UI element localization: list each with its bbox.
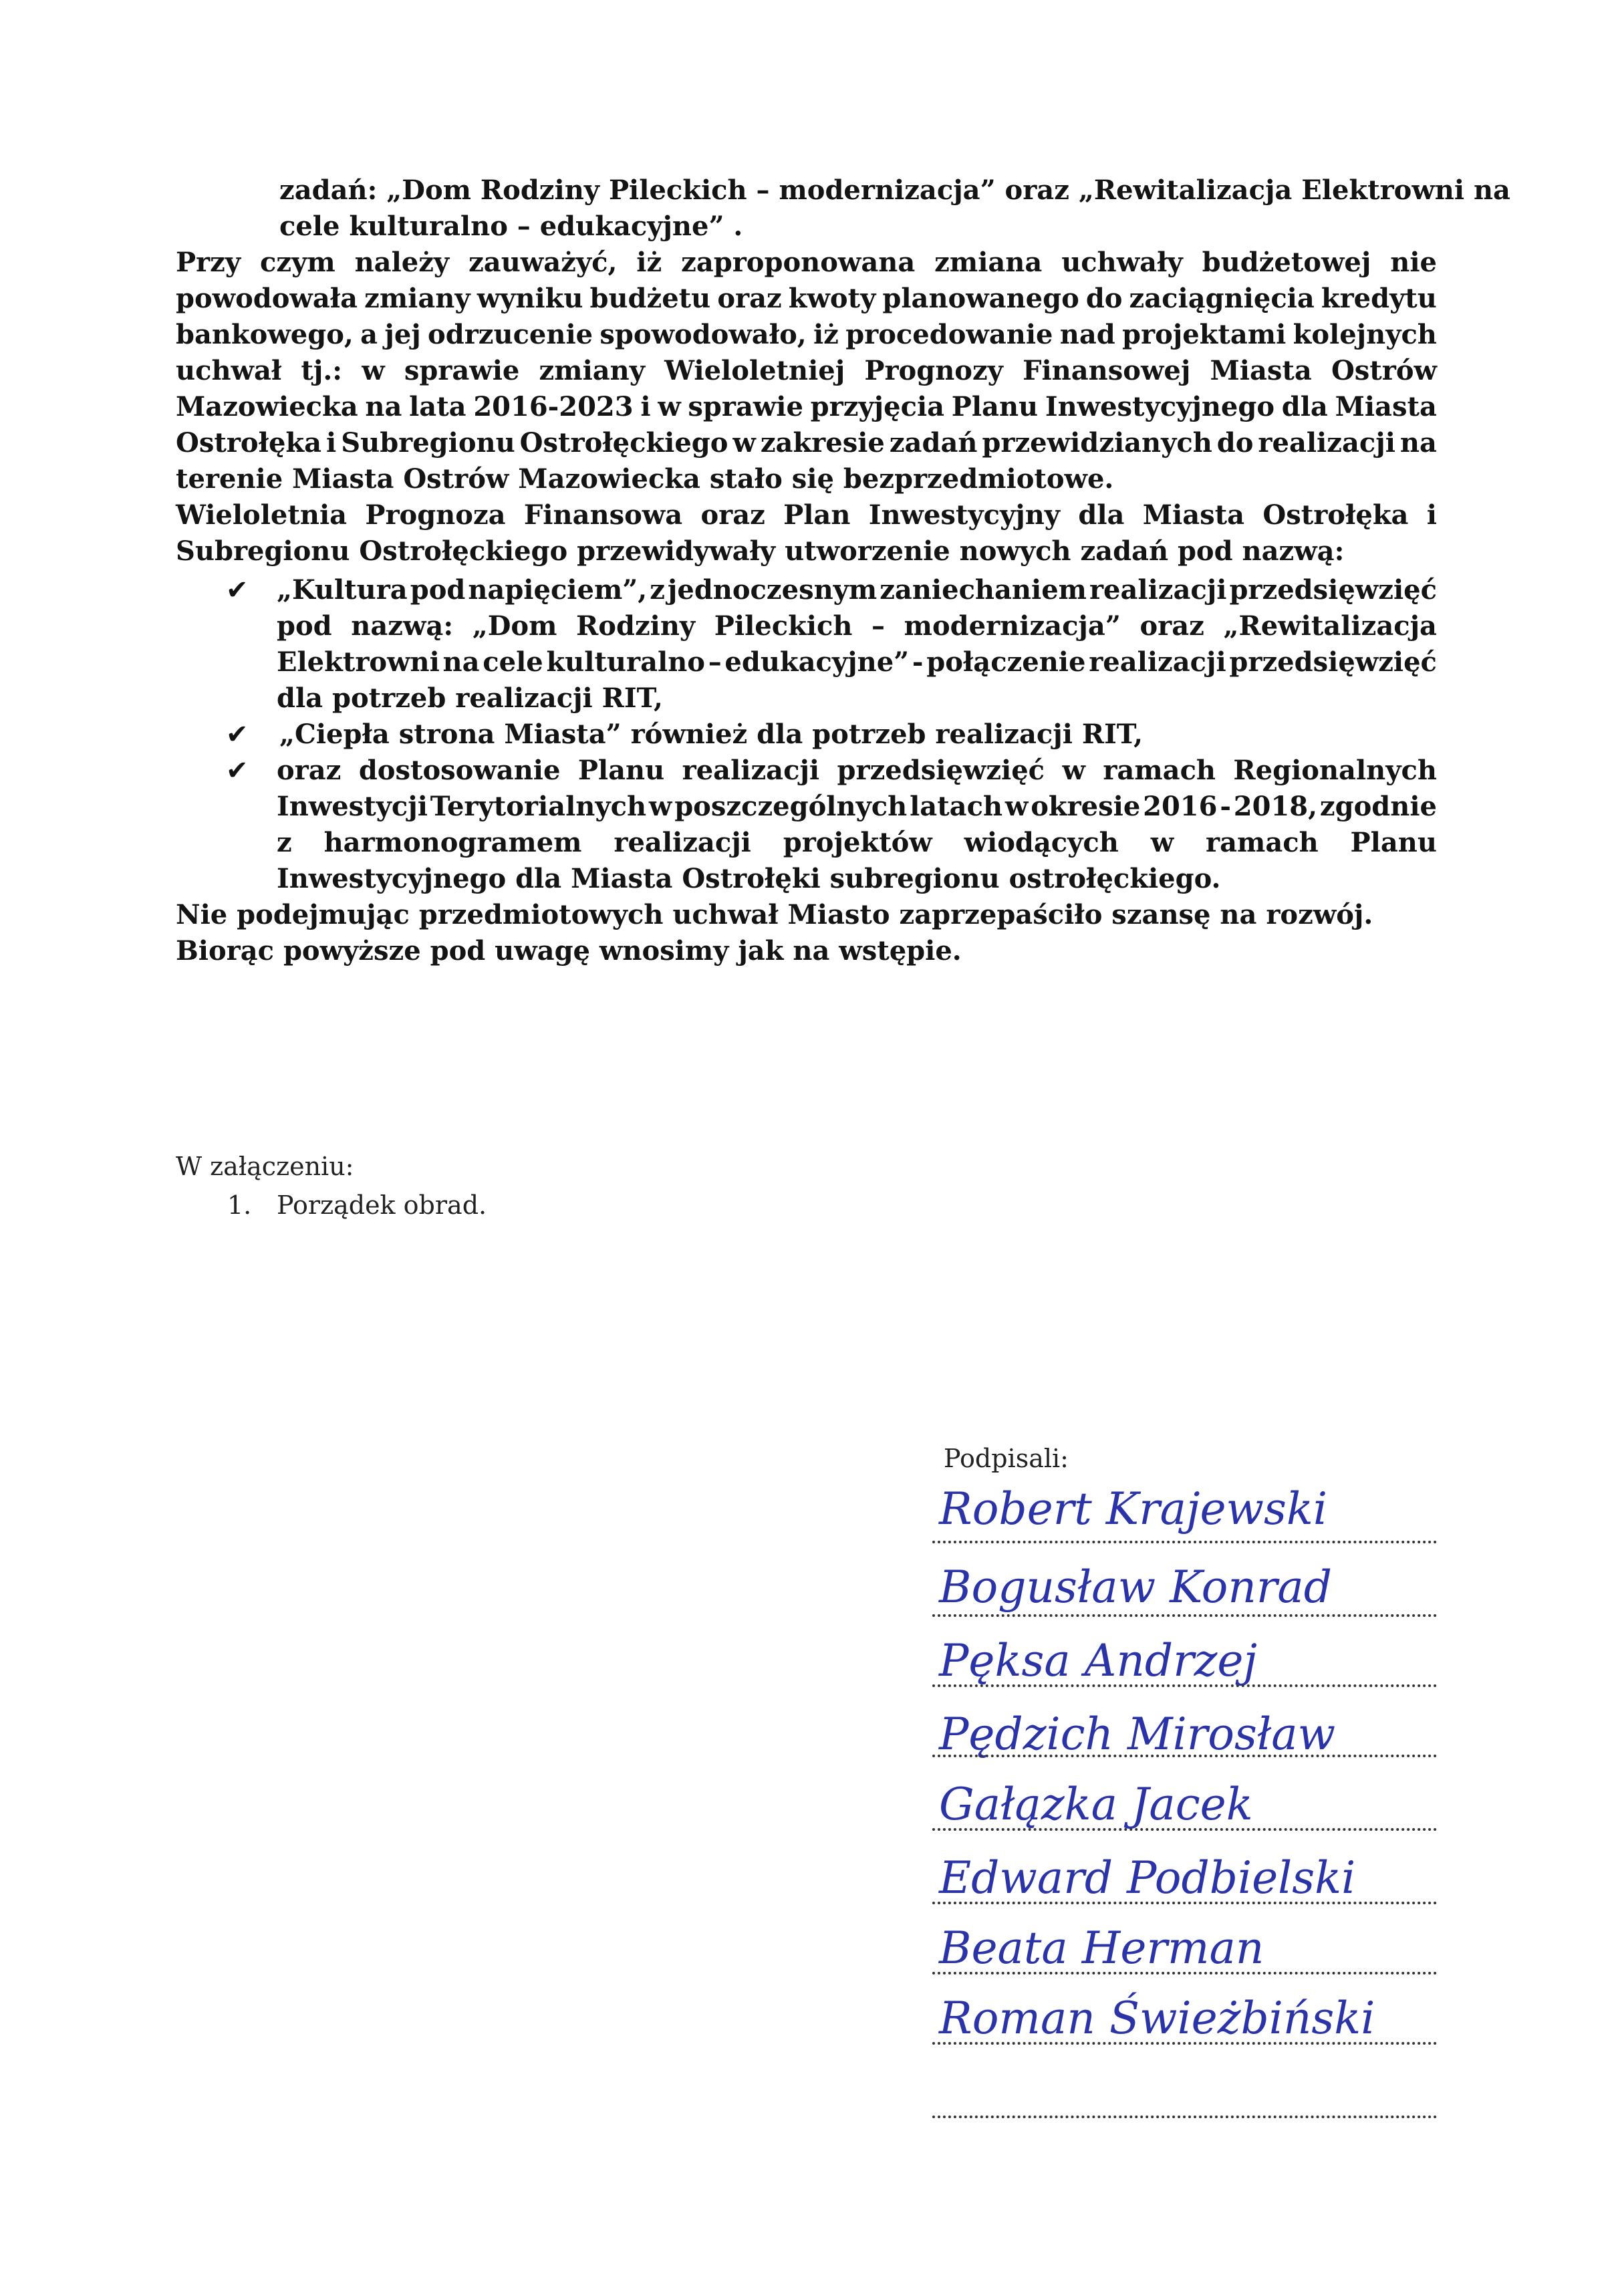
word: uchwały: [1061, 247, 1183, 278]
word: wiodących: [964, 827, 1119, 858]
word: pod: [410, 574, 466, 606]
checkmark-icon: ✔: [226, 575, 249, 606]
word: 2016: [1143, 791, 1218, 822]
word: z: [650, 574, 665, 606]
word: budżetu: [589, 283, 711, 314]
word: i: [1426, 499, 1437, 531]
word: realizacji: [1089, 574, 1227, 606]
word: oraz: [717, 283, 782, 314]
bullet3-line1: [277, 753, 1437, 789]
word: okresie: [1031, 791, 1141, 822]
word: powodowała: [176, 283, 358, 314]
word: w: [1062, 755, 1085, 786]
word: zgodnie: [1319, 791, 1437, 822]
signature-line: [932, 1541, 1437, 1543]
signature: Pędzich Mirosław: [939, 1708, 1336, 1760]
paragraph2-line5: [176, 389, 1437, 425]
word: Plan: [783, 499, 851, 531]
word: Ostrołęka: [1262, 499, 1409, 531]
word: przyjęcia: [810, 391, 945, 422]
paragraph2-line7: terenie Miasta Ostrów Mazowiecka stało się bezprzedmiotowe.: [176, 463, 1114, 495]
word: oraz: [1139, 610, 1204, 642]
word: oraz: [700, 499, 765, 531]
word: Planu: [577, 755, 665, 786]
paragraph1-line2: cele kulturalno – edukacyjne” .: [279, 211, 743, 242]
word: Inwestycji: [277, 791, 428, 822]
bullet3-line2: [277, 789, 1437, 825]
attachment-item: Porządek obrad.: [277, 1190, 487, 1220]
word: Prognoza: [365, 499, 506, 531]
word: w: [658, 391, 681, 422]
word: i: [640, 391, 651, 422]
word: Finansowej: [1023, 355, 1191, 386]
word: ramach: [1206, 827, 1319, 858]
word: czym: [260, 247, 336, 278]
word: zakresie: [760, 427, 885, 459]
word: Inwestycyjny: [868, 499, 1061, 531]
signature-line: [932, 1972, 1437, 1974]
signature: Robert Krajewski: [939, 1483, 1327, 1535]
word: w: [732, 427, 756, 459]
paragraph2-line2: [176, 281, 1437, 317]
paragraph1-line1: zadań: „Dom Rodziny Pileckich – modernizacja” oraz „Rewitalizacja Elektrowni na: [279, 174, 1510, 206]
word: Planu: [951, 391, 1039, 422]
signature: Pęksa Andrzej: [939, 1635, 1257, 1686]
paragraph2-line1: [176, 245, 1437, 281]
word: projektów: [783, 827, 932, 858]
word: w: [1004, 791, 1029, 822]
word: Miasta: [1210, 355, 1312, 386]
word: 2018,: [1233, 791, 1318, 822]
word: zmiany: [539, 355, 646, 386]
word: spowodowało,: [599, 319, 807, 350]
signature-line-empty: [932, 2116, 1437, 2118]
word: „Kultura: [277, 574, 408, 606]
word: poszczególnych: [674, 791, 908, 822]
word: Subregionu: [341, 427, 515, 459]
attachments-label: W załączeniu:: [176, 1152, 354, 1181]
word: realizacji: [614, 827, 751, 858]
bullet3-line3: [277, 825, 1437, 861]
word: wyniku: [477, 283, 583, 314]
word: nad: [1059, 319, 1115, 350]
word: przewidzianych: [982, 427, 1212, 459]
word: Ostrów: [1331, 355, 1437, 386]
word: uchwał: [176, 355, 282, 386]
word: –: [871, 610, 886, 642]
word: Terytorialnych: [430, 791, 647, 822]
word: z: [277, 827, 292, 858]
word: jednoczesnym: [667, 574, 878, 606]
word: należy: [354, 247, 450, 278]
word: projektami: [1122, 319, 1287, 350]
word: Prognozy: [864, 355, 1003, 386]
checkmark-icon: ✔: [226, 755, 249, 786]
word: przedsięwzięć: [1229, 574, 1437, 606]
word: budżetowej: [1202, 247, 1371, 278]
word: 2016-2023: [473, 391, 634, 422]
word: i: [326, 427, 337, 459]
word: realizacji: [1089, 646, 1226, 678]
word: Wieloletniej: [664, 355, 845, 386]
word: latach: [910, 791, 1003, 822]
word: Planu: [1350, 827, 1437, 858]
signature: Gałązka Jacek: [939, 1779, 1253, 1830]
word: iż: [636, 247, 662, 278]
word: iż: [813, 319, 839, 350]
word: Rodziny: [576, 610, 696, 642]
word: dostosowanie: [358, 755, 561, 786]
word: zmiany: [364, 283, 471, 314]
word: realizacji: [1258, 427, 1395, 459]
word: na: [442, 646, 480, 678]
signature-line: [932, 1902, 1437, 1904]
signature-line: [932, 1755, 1437, 1757]
word: zauważyć,: [468, 247, 618, 278]
signature-line: [932, 1614, 1437, 1617]
signature-line: [932, 1828, 1437, 1831]
word: „Dom: [472, 610, 557, 642]
word: Ostrołęckiego: [519, 427, 728, 459]
word: sprawie: [404, 355, 520, 386]
word: Miasta: [1335, 391, 1437, 422]
word: Elektrowni: [277, 646, 440, 678]
bullet1-line2: [277, 608, 1437, 644]
word: Pileckich: [714, 610, 853, 642]
word: kulturalno: [546, 646, 705, 678]
checkmark-icon: ✔: [226, 719, 249, 750]
word: w: [648, 791, 672, 822]
paragraph2-line4: [176, 353, 1437, 389]
word: na: [365, 391, 402, 422]
paragraph3-line2: Subregionu Ostrołęckiego przewidywały utworzenie nowych zadań pod nazwą:: [176, 535, 1345, 567]
word: sprawie: [688, 391, 803, 422]
word: Mazowiecka: [176, 391, 358, 422]
word: kredytu: [1321, 283, 1437, 314]
word: oraz: [277, 755, 342, 786]
word: cele: [483, 646, 543, 678]
word: pod: [277, 610, 332, 642]
word: zaproponowana: [681, 247, 916, 278]
word: realizacji: [682, 755, 820, 786]
paragraph3-line1: [176, 497, 1437, 533]
word: do: [1216, 427, 1254, 459]
word: do: [1085, 283, 1123, 314]
word: Finansowa: [523, 499, 683, 531]
bullet3-line4: Inwestycyjnego dla Miasta Ostrołęki subregionu ostrołęckiego.: [277, 863, 1221, 894]
word: na: [1399, 427, 1437, 459]
signatures-label: Podpisali:: [944, 1444, 1069, 1473]
bullet1-line3: [277, 644, 1437, 680]
paragraph2-line6: [176, 425, 1437, 461]
word: zadań: [889, 427, 978, 459]
signature-line: [932, 1684, 1437, 1687]
word: modernizacja”: [904, 610, 1121, 642]
word: kolejnych: [1293, 319, 1437, 350]
word: tj.:: [301, 355, 343, 386]
word: jej: [384, 319, 421, 350]
word: ramach: [1103, 755, 1216, 786]
word: dla: [1281, 391, 1328, 422]
closing-line1: Nie podejmując przedmiotowych uchwał Miasto zaprzepaściło szansę na rozwój.: [176, 899, 1373, 930]
word: Przy: [176, 247, 241, 278]
word: Ostrołęka: [176, 427, 322, 459]
word: w: [1150, 827, 1174, 858]
closing-line2: Biorąc powyższe pod uwagę wnosimy jak na wstępie.: [176, 935, 962, 967]
word: nazwą:: [351, 610, 454, 642]
word: w: [362, 355, 385, 386]
bullet1-line4: dla potrzeb realizacji RIT,: [277, 682, 663, 714]
word: bankowego,: [176, 319, 354, 350]
word: Miasta: [1142, 499, 1245, 531]
word: Inwestycyjnego: [1045, 391, 1275, 422]
word: „Rewitalizacja: [1223, 610, 1437, 642]
bullet2-line1: „Ciepła strona Miasta” również dla potrzeb realizacji RIT,: [279, 719, 1144, 750]
word: nie: [1390, 247, 1437, 278]
signature: Edward Podbielski: [939, 1852, 1356, 1904]
word: –: [708, 646, 722, 678]
word: przedsięwzięć: [837, 755, 1045, 786]
word: planowanego: [882, 283, 1079, 314]
word: edukacyjne”: [724, 646, 910, 678]
paragraph2-line3: [176, 317, 1437, 353]
word: harmonogramem: [323, 827, 582, 858]
word: dla: [1078, 499, 1125, 531]
word: -: [912, 646, 924, 678]
word: przedsięwzięć: [1229, 646, 1437, 678]
word: napięciem”,: [468, 574, 648, 606]
word: Wieloletnia: [176, 499, 348, 531]
word: odrzucenie: [428, 319, 593, 350]
signature: Roman Świeżbiński: [939, 1993, 1375, 2044]
word: zaniechaniem: [880, 574, 1087, 606]
word: zmiana: [934, 247, 1043, 278]
word: zaciągnięcia: [1129, 283, 1315, 314]
word: lata: [409, 391, 466, 422]
bullet1-line1: [277, 572, 1437, 608]
signature: Bogusław Konrad: [939, 1561, 1333, 1613]
signature: Beata Herman: [939, 1922, 1264, 1974]
word: -: [1220, 791, 1231, 822]
word: procedowanie: [845, 319, 1053, 350]
attachment-number: 1.: [227, 1190, 252, 1220]
word: połączenie: [926, 646, 1086, 678]
signature-line: [932, 2042, 1437, 2045]
word: a: [360, 319, 378, 350]
word: kwoty: [788, 283, 876, 314]
word: Regionalnych: [1233, 755, 1437, 786]
